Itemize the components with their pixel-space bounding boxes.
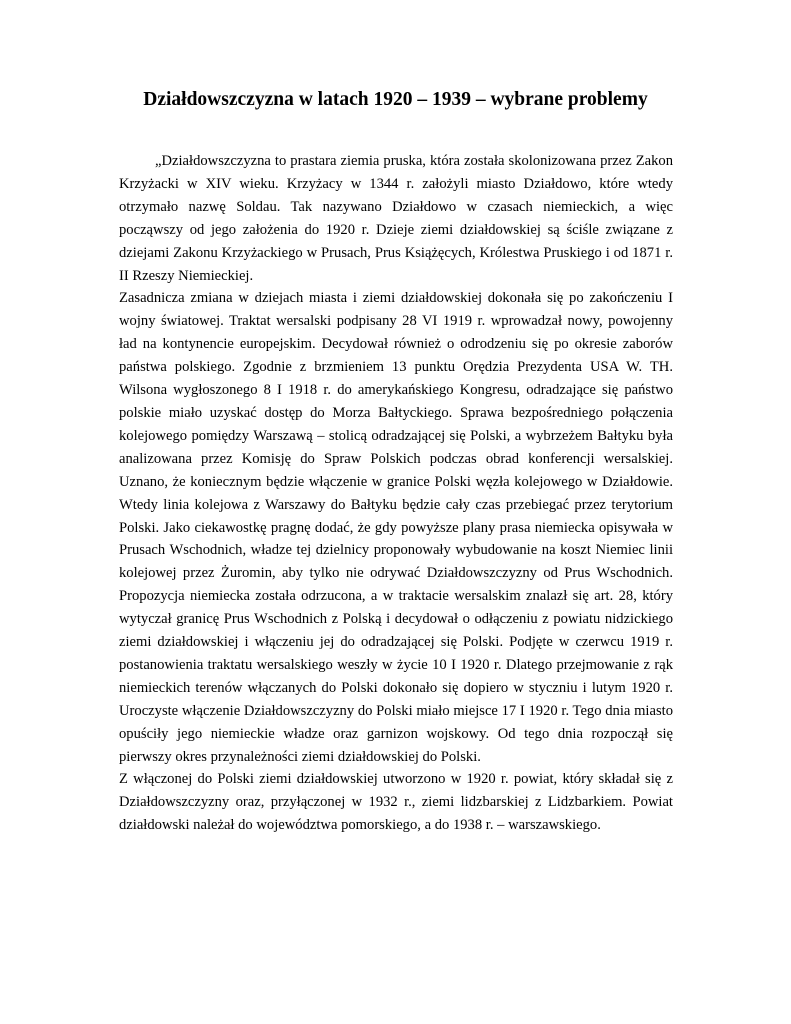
document-body	[119, 150, 673, 837]
paragraph-treaty: Zasadnicza zmiana w dziejach miasta i ziemi działdowskiej dokonała się po zakończeniu I wojny światowej. Traktat wersalski podpisany 28 VI 1919 r. wprowadzał nowy, powojenny ład na kontynencie europejskim. Decydował również o odrodzeniu się po okresie zaborów państwa polskiego. Zgodnie z brzmieniem 13 punktu Orędzia Prezydenta USA W. TH. Wilsona wygłoszonego 8 I 1918 r. do amerykańskiego Kongresu, odradzające się państwo polskie miało uzyskać dostęp do Morza Bałtyckiego. Sprawa bezpośredniego połączenia kolejowego pomiędzy Warszawą – stolicą odradzającej się Polski, a wybrzeżem Bałtyku była analizowana przez Komisję do Spraw Polskich podczas obrad konferencji wersalskiej. Uznano, że koniecznym będzie włączenie w granice Polski węzła kolejowego w Działdowie. Wtedy linia kolejowa z Warszawy do Bałtyku będzie cały czas przebiegać przez terytorium Polski. Jako ciekawostkę pragnę dodać, że gdy powyższe plany prasa niemiecka opisywała w Prusach Wschodnich, władze tej dzielnicy proponowały wybudowanie na koszt Niemiec linii kolejowej przez Żuromin, aby tylko nie odrywać Działdowszczyzny od Prus Wschodnich. Propozycja niemiecka została odrzucona, a w traktacie wersalskim znalazł się art. 28, który wytyczał granicę Prus Wschodnich z Polską i decydował o odłączeniu z powiatu nidzickiego ziemi działdowskiej i włączeniu jej do odradzającej się Polski. Podjęte w czerwcu 1919 r. postanowienia traktatu wersalskiego weszły w życie 10 I 1920 r. Dlatego przejmowanie z rąk niemieckich terenów włączanych do Polski dokonało się dopiero w styczniu i lutym 1920 r. Uroczyste włączenie Działdowszczyzny do Polski miało miejsce 17 I 1920 r. Tego dnia miasto opuściły jego niemieckie władze oraz garnizon wojskowy. Od tego dnia rozpoczął się pierwszy okres przynależności ziemi działdowskiej do Polski.	[119, 290, 673, 765]
document-title: Działdowszczyzna w latach 1920 – 1939 – wybrane problemy	[143, 89, 648, 110]
paragraph-district: Z włączonej do Polski ziemi działdowskiej utworzono w 1920 r. powiat, który składał się z Działdowszczyzny oraz, przyłączonej w 1932 r., ziemi lidzbarskiej z Lidzbarkiem. Powiat działdowski należał do województwa pomorskiego, a do 1938 r. – warszawskiego.	[119, 771, 673, 834]
paragraph-intro: „Działdowszczyzna to prastara ziemia pruska, która została skolonizowana przez Zakon Krzyżacki w XIV wieku. Krzyżacy w 1344 r. założyli miasto Działdowo, które wtedy otrzymało nazwę Soldau. Tak nazywano Działdowo w czasach niemieckich, a więc począwszy od jego założenia do 1920 r. Dzieje ziemi działdowskiej są ściśle związane z dziejami Zakonu Krzyżackiego w Prusach, Prus Książęcych, Królestwa Pruskiego i od 1871 r. II Rzeszy Niemieckiej.	[119, 153, 673, 284]
